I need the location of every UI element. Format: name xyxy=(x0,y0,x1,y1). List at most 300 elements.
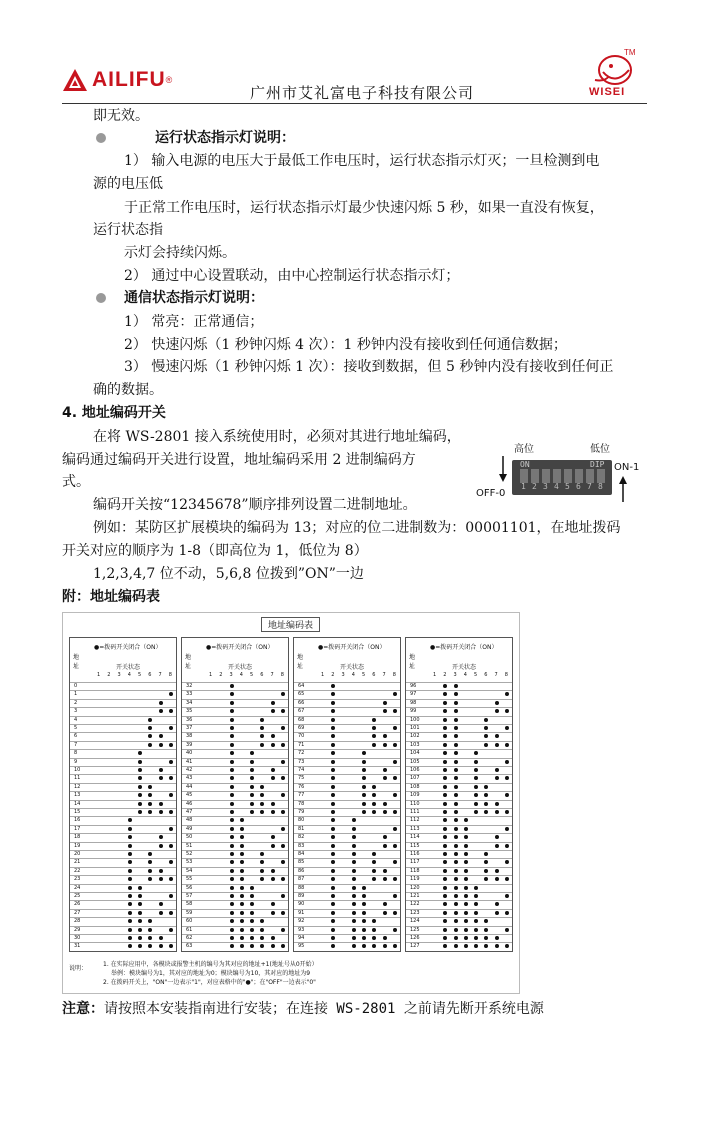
table-row-line xyxy=(294,816,400,817)
address-value: 55 xyxy=(186,876,193,883)
table-row-line xyxy=(406,741,512,742)
switch-on-dot xyxy=(454,844,458,848)
table-row-line xyxy=(294,858,400,859)
switch-on-dot xyxy=(159,701,163,705)
switch-on-dot xyxy=(383,936,387,940)
switch-on-dot xyxy=(443,835,447,839)
brand-left-text: AILIFU xyxy=(92,68,166,91)
address-value: 63 xyxy=(186,943,193,950)
note-line: 举例：模块编号为1，其对应的地址为0；模块编号为10，其对应的地址为9 xyxy=(111,970,311,977)
switch-on-dot xyxy=(138,785,142,789)
addr-header: 地址 xyxy=(409,654,416,670)
switch-on-dot xyxy=(495,802,499,806)
table-row-line xyxy=(70,682,176,683)
text-line: 式。 xyxy=(62,474,90,490)
table-row-line xyxy=(182,850,288,851)
table-row-line xyxy=(70,858,176,859)
address-value: 42 xyxy=(186,767,193,773)
switch-on-dot xyxy=(505,743,509,747)
address-value: 47 xyxy=(186,809,193,815)
address-value: 69 xyxy=(298,725,305,731)
address-block xyxy=(293,637,401,952)
note-label: 说明： xyxy=(69,965,88,972)
address-value: 118 xyxy=(410,867,420,874)
switch-on-dot xyxy=(505,844,509,848)
switch-on-dot xyxy=(443,886,447,890)
address-value: 25 xyxy=(74,893,81,899)
switch-on-dot xyxy=(240,928,244,932)
dip-on1-label: ON-1 xyxy=(614,462,640,473)
table-row-line xyxy=(182,808,288,809)
switch-on-dot xyxy=(443,734,447,738)
address-value: 24 xyxy=(74,884,81,891)
address-value: 122 xyxy=(410,901,420,908)
switch-on-dot xyxy=(138,802,142,806)
switch-on-dot xyxy=(331,844,335,848)
switch-on-dot xyxy=(443,902,447,906)
switch-on-dot xyxy=(331,768,335,772)
switch-on-dot xyxy=(159,911,163,915)
switch-on-dot xyxy=(159,743,163,747)
switch-on-dot xyxy=(443,743,447,747)
switch-on-dot xyxy=(169,793,173,797)
switch-on-dot xyxy=(159,877,163,881)
table-row-line xyxy=(406,766,512,767)
table-row-line xyxy=(294,707,400,708)
switch-on-dot xyxy=(484,852,488,856)
switch-on-dot xyxy=(128,902,132,906)
address-value: 52 xyxy=(186,851,193,857)
switch-on-dot xyxy=(454,818,458,822)
switch-on-dot xyxy=(169,776,173,780)
switch-on-dot xyxy=(484,877,488,881)
table-row-line xyxy=(406,682,512,683)
address-value: 48 xyxy=(186,817,193,824)
table-row-line xyxy=(294,690,400,691)
switch-on-dot xyxy=(240,919,244,923)
table-row-line xyxy=(70,934,176,935)
switch-on-dot xyxy=(240,835,244,839)
switch-on-dot xyxy=(138,902,142,906)
switch-on-dot xyxy=(230,793,234,797)
switch-on-dot xyxy=(474,793,478,797)
table-row-line xyxy=(294,875,400,876)
switch-on-dot xyxy=(230,709,234,713)
switch-on-dot xyxy=(230,760,234,764)
switch-on-dot xyxy=(495,844,499,848)
final-note xyxy=(62,998,544,1018)
switch-on-dot xyxy=(474,936,478,940)
switch-on-dot xyxy=(464,818,468,822)
dip-number: 2 xyxy=(532,482,537,491)
switch-on-dot xyxy=(362,944,366,948)
switch-on-dot xyxy=(454,743,458,747)
switch-on-dot xyxy=(454,802,458,806)
address-value: 97 xyxy=(410,691,417,698)
address-value: 119 xyxy=(410,876,420,883)
switch-on-dot xyxy=(352,869,356,873)
switch-on-dot xyxy=(443,877,447,881)
address-value: 29 xyxy=(74,926,81,933)
switch-on-dot xyxy=(230,776,234,780)
comm-heading: 通信状态指示灯说明： xyxy=(124,290,264,306)
switch-on-dot xyxy=(169,726,173,730)
address-block xyxy=(405,637,513,952)
dip-dip-label: DIP xyxy=(590,460,605,469)
switch-on-dot xyxy=(271,869,275,873)
switch-on-dot xyxy=(230,785,234,789)
address-value: 100 xyxy=(410,716,420,723)
switch-on-dot xyxy=(443,684,447,688)
switch-on-dot xyxy=(352,911,356,915)
switch-on-dot xyxy=(393,726,397,730)
address-value: 77 xyxy=(298,792,305,799)
switch-on-dot xyxy=(495,835,499,839)
switch-on-dot xyxy=(352,928,356,932)
switch-on-dot xyxy=(250,944,254,948)
address-value: 110 xyxy=(410,800,420,807)
brand-right-tm: TM xyxy=(624,48,636,57)
switch-on-dot xyxy=(362,810,366,814)
switch-on-dot xyxy=(454,928,458,932)
address-value: 64 xyxy=(298,683,305,689)
switch-on-dot xyxy=(443,785,447,789)
switch-on-dot xyxy=(250,802,254,806)
table-row-line xyxy=(182,884,288,885)
text-line: 编码开关按“12345678”顺序排列设置二进制地址。 xyxy=(93,497,417,513)
bit-header: 1 xyxy=(433,672,437,678)
switch-on-dot xyxy=(230,919,234,923)
switch-on-dot xyxy=(138,776,142,780)
switch-on-dot xyxy=(260,726,264,730)
table-row-line xyxy=(182,758,288,759)
bit-header: 8 xyxy=(392,672,396,678)
bit-header: 3 xyxy=(229,672,233,678)
switch-on-dot xyxy=(148,936,152,940)
switch-on-dot xyxy=(352,944,356,948)
table-row-line xyxy=(70,800,176,801)
switch-on-dot xyxy=(443,818,447,822)
text-line: 示灯会持续闪烁。 xyxy=(124,245,236,261)
switch-on-dot xyxy=(464,894,468,898)
switch-on-dot xyxy=(281,877,285,881)
switch-on-dot xyxy=(240,827,244,831)
address-value: 112 xyxy=(410,817,420,824)
address-value: 78 xyxy=(298,800,305,807)
switch-on-dot xyxy=(454,734,458,738)
switch-on-dot xyxy=(484,936,488,940)
address-value: 93 xyxy=(298,926,305,933)
address-value: 76 xyxy=(298,783,305,790)
bit-header: 8 xyxy=(168,672,172,678)
switch-on-dot xyxy=(383,776,387,780)
table-row-line xyxy=(70,892,176,893)
addr-header: 地址 xyxy=(185,654,192,670)
switch-on-dot xyxy=(230,852,234,856)
table-row-line xyxy=(182,682,288,683)
switch-on-dot xyxy=(383,844,387,848)
switch-on-dot xyxy=(281,944,285,948)
switch-on-dot xyxy=(331,928,335,932)
switch-on-dot xyxy=(372,852,376,856)
bit-header: 4 xyxy=(239,672,243,678)
switch-on-dot xyxy=(443,701,447,705)
table-row-line xyxy=(182,816,288,817)
dip-slot xyxy=(531,469,539,483)
address-value: 17 xyxy=(74,825,81,832)
switch-on-dot xyxy=(495,936,499,940)
switch-on-dot xyxy=(464,835,468,839)
table-row-line xyxy=(70,850,176,851)
switch-on-dot xyxy=(331,827,335,831)
switch-on-dot xyxy=(505,928,509,932)
bullet-icon xyxy=(96,293,106,303)
switch-on-dot xyxy=(250,919,254,923)
address-value: 98 xyxy=(410,699,417,706)
table-row-line xyxy=(406,707,512,708)
switch-on-dot xyxy=(271,902,275,906)
switch-on-dot xyxy=(260,852,264,856)
table-row-line xyxy=(182,892,288,893)
switch-on-dot xyxy=(169,911,173,915)
brand-left-reg: ® xyxy=(165,75,173,85)
switch-on-dot xyxy=(250,894,254,898)
switch-on-dot xyxy=(250,751,254,755)
switch-on-dot xyxy=(281,810,285,814)
switch-on-dot xyxy=(383,902,387,906)
dip-slot xyxy=(597,469,605,483)
address-value: 91 xyxy=(298,909,305,916)
address-value: 107 xyxy=(410,775,420,782)
table-row-line xyxy=(182,707,288,708)
switch-on-dot xyxy=(128,827,132,831)
table-row-line xyxy=(70,808,176,809)
table-row-line xyxy=(182,934,288,935)
switch-on-dot xyxy=(271,835,275,839)
switch-on-dot xyxy=(393,793,397,797)
address-value: 49 xyxy=(186,825,193,832)
switch-on-dot xyxy=(271,944,275,948)
table-row-line xyxy=(406,716,512,717)
address-value: 19 xyxy=(74,842,81,849)
switch-on-dot xyxy=(372,877,376,881)
switch-on-dot xyxy=(271,709,275,713)
address-block xyxy=(181,637,289,952)
switch-on-dot xyxy=(454,701,458,705)
addr-header: 地址 xyxy=(297,654,304,670)
address-value: 7 xyxy=(74,741,78,748)
address-value: 102 xyxy=(410,733,420,740)
bit-header: 1 xyxy=(209,672,213,678)
table-row-line xyxy=(294,749,400,750)
dip-slot xyxy=(542,469,550,483)
switch-on-dot xyxy=(230,692,234,696)
dip-number: 1 xyxy=(521,482,526,491)
switch-on-dot xyxy=(281,928,285,932)
switch-on-dot xyxy=(454,911,458,915)
switch-on-dot xyxy=(454,718,458,722)
address-value: 22 xyxy=(74,867,81,874)
address-value: 11 xyxy=(74,775,81,782)
table-row-line xyxy=(406,816,512,817)
address-value: 67 xyxy=(298,708,305,715)
switch-on-dot xyxy=(260,860,264,864)
switch-on-dot xyxy=(271,911,275,915)
text-line: 1,2,3,4,7 位不动，5,6,8 位拨到”ON”一边 xyxy=(93,566,364,582)
switch-on-dot xyxy=(281,894,285,898)
switch-on-dot xyxy=(169,928,173,932)
switch-on-dot xyxy=(250,793,254,797)
address-value: 74 xyxy=(298,767,305,773)
switch-on-dot xyxy=(454,869,458,873)
switch-on-dot xyxy=(230,751,234,755)
address-value: 2 xyxy=(74,699,78,706)
switch-on-dot xyxy=(495,701,499,705)
switch-on-dot xyxy=(474,919,478,923)
address-value: 113 xyxy=(410,825,420,832)
switch-on-dot xyxy=(443,709,447,713)
switch-on-dot xyxy=(230,701,234,705)
switch-on-dot xyxy=(484,793,488,797)
switch-on-dot xyxy=(393,692,397,696)
address-value: 9 xyxy=(74,758,78,765)
table-row-line xyxy=(406,833,512,834)
switch-on-dot xyxy=(362,919,366,923)
switch-on-dot xyxy=(505,877,509,881)
switch-on-dot xyxy=(443,894,447,898)
table-row-line xyxy=(406,926,512,927)
address-value: 57 xyxy=(186,893,193,899)
switch-on-dot xyxy=(281,844,285,848)
address-value: 16 xyxy=(74,817,81,824)
switch-on-dot xyxy=(454,902,458,906)
switch-on-dot xyxy=(240,944,244,948)
table-row-line xyxy=(70,816,176,817)
switch-on-dot xyxy=(383,911,387,915)
bit-header: 3 xyxy=(341,672,345,678)
text-line: 在将 WS-2801 接入系统使用时，必须对其进行地址编码， xyxy=(93,429,461,445)
switch-on-dot xyxy=(128,936,132,940)
address-value: 30 xyxy=(74,935,81,941)
switch-on-dot xyxy=(443,751,447,755)
switch-on-dot xyxy=(454,726,458,730)
table-row-line xyxy=(182,900,288,901)
switch-on-dot xyxy=(383,810,387,814)
run-heading: 运行状态指示灯说明： xyxy=(155,130,295,146)
switch-on-dot xyxy=(138,919,142,923)
switch-on-dot xyxy=(372,810,376,814)
address-value: 111 xyxy=(410,809,420,815)
switch-on-dot xyxy=(372,726,376,730)
switch-on-dot xyxy=(260,802,264,806)
table-row-line xyxy=(406,800,512,801)
address-value: 53 xyxy=(186,859,193,866)
switch-on-dot xyxy=(159,776,163,780)
address-value: 99 xyxy=(410,708,417,715)
switch-on-dot xyxy=(148,785,152,789)
ailifu-logo xyxy=(62,66,172,94)
address-value: 18 xyxy=(74,834,81,841)
switch-on-dot xyxy=(383,768,387,772)
switch-on-dot xyxy=(352,902,356,906)
switch-on-dot xyxy=(362,768,366,772)
dip-slot xyxy=(553,469,561,483)
table-row-line xyxy=(70,842,176,843)
switch-on-dot xyxy=(271,844,275,848)
switch-on-dot xyxy=(474,760,478,764)
switch-on-dot xyxy=(352,835,356,839)
table-row-line xyxy=(406,842,512,843)
table-row-line xyxy=(182,909,288,910)
switch-on-dot xyxy=(495,911,499,915)
address-value: 72 xyxy=(298,750,305,757)
table-row-line xyxy=(406,825,512,826)
switch-on-dot xyxy=(159,844,163,848)
address-value: 45 xyxy=(186,792,193,799)
table-row-line xyxy=(294,808,400,809)
switch-on-dot xyxy=(250,902,254,906)
table-row-line xyxy=(70,699,176,700)
note-line: 2. 在拨码开关上，"ON"一边表示"1"，对应表格中的"●"；在"OFF"一边表示"0" xyxy=(103,979,316,986)
switch-on-dot xyxy=(484,928,488,932)
table-row-line xyxy=(406,884,512,885)
switch-on-dot xyxy=(352,860,356,864)
switch-on-dot xyxy=(443,768,447,772)
table-row-line xyxy=(182,774,288,775)
switch-on-dot xyxy=(281,709,285,713)
switch-on-dot xyxy=(454,768,458,772)
switch-on-dot xyxy=(495,743,499,747)
switch-on-dot xyxy=(128,852,132,856)
text-line: 开关对应的顺序为 1-8（即高位为 1，低位为 8） xyxy=(62,543,368,559)
switch-on-dot xyxy=(331,785,335,789)
switch-on-dot xyxy=(331,886,335,890)
switch-on-dot xyxy=(128,944,132,948)
switch-on-dot xyxy=(383,802,387,806)
switch-on-dot xyxy=(443,802,447,806)
dip-low-label: 低位 xyxy=(590,444,610,455)
text-line: 确的数据。 xyxy=(93,382,163,398)
address-value: 83 xyxy=(298,842,305,849)
switch-on-dot xyxy=(383,734,387,738)
address-value: 15 xyxy=(74,809,81,815)
table-row-line xyxy=(70,875,176,876)
legend-text: ●=拨码开关闭合（ON） xyxy=(430,644,498,651)
switch-on-dot xyxy=(495,776,499,780)
switch-on-dot xyxy=(331,743,335,747)
address-value: 68 xyxy=(298,716,305,723)
switch-on-dot xyxy=(352,818,356,822)
switch-on-dot xyxy=(240,869,244,873)
switch-on-dot xyxy=(362,902,366,906)
bit-header: 8 xyxy=(504,672,508,678)
bit-header: 4 xyxy=(127,672,131,678)
switch-on-dot xyxy=(454,760,458,764)
switch-on-dot xyxy=(393,877,397,881)
table-row-line xyxy=(406,791,512,792)
switch-on-dot xyxy=(505,692,509,696)
address-value: 103 xyxy=(410,741,420,748)
address-code-table xyxy=(62,612,520,994)
switch-on-dot xyxy=(128,894,132,898)
switch-on-dot xyxy=(281,726,285,730)
switch-on-dot xyxy=(464,936,468,940)
address-value: 127 xyxy=(410,943,420,950)
switch-on-dot xyxy=(230,902,234,906)
switch-on-dot xyxy=(393,894,397,898)
switch-on-dot xyxy=(128,869,132,873)
dip-slot xyxy=(564,469,572,483)
